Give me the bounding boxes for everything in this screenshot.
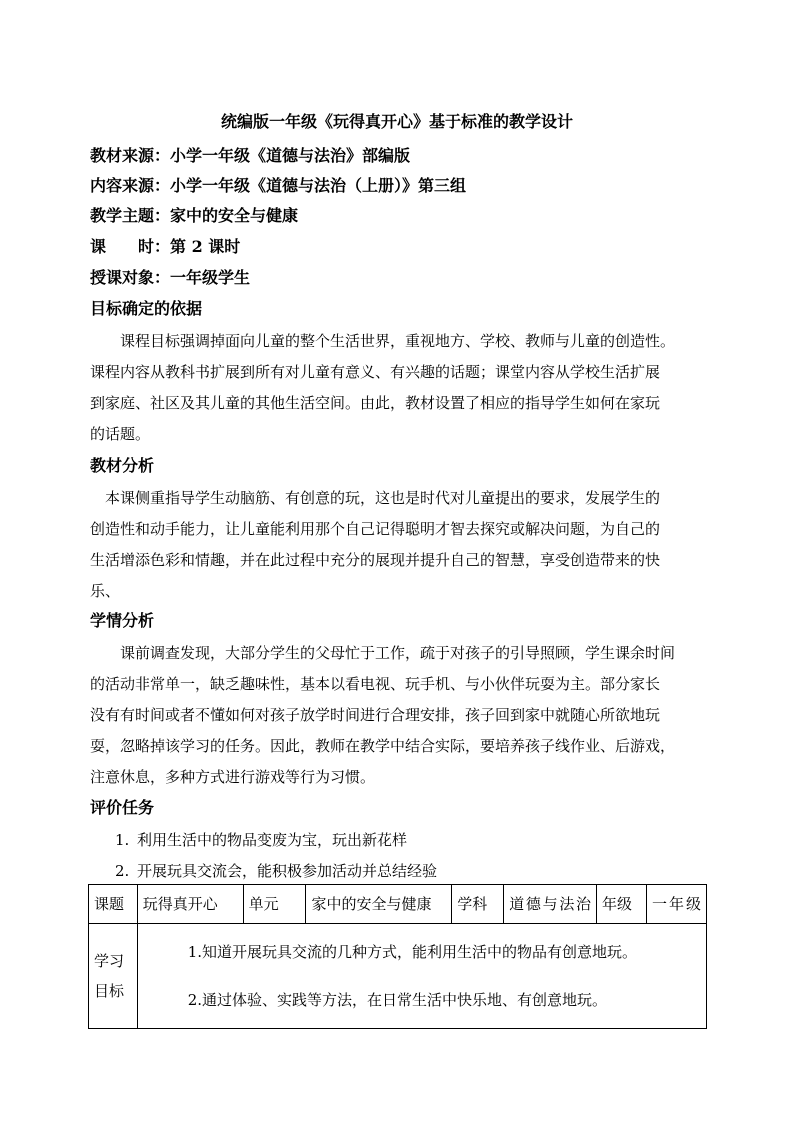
list-item-number: 2. (115, 862, 130, 880)
paragraph-line: 乐、 (90, 582, 121, 600)
paragraph-line: 课前调查发现，大部分学生的父母忙于工作，疏于对孩子的引导照顾，学生课余时间 (90, 644, 676, 662)
table-cell-discipline-label: 学科 (452, 885, 504, 924)
table-row (89, 924, 707, 1029)
meta-label: 课 时： (90, 237, 171, 256)
section-textbook-text (90, 483, 706, 607)
paragraph-line: 的话题。 (90, 425, 151, 443)
meta-source-content (90, 175, 466, 197)
section-heading-basis: 目标确定的依据 (90, 299, 203, 318)
paragraph-line: 注意休息，多种方式进行游戏等行为习惯。 (90, 768, 376, 786)
table-cell-grade-label: 年级 (597, 885, 647, 924)
paragraph-line: 本课侧重指导学生动脑筋、有创意的玩，这也是时代对儿童提出的要求，发展学生的 (90, 489, 661, 507)
paragraph-line: 创造性和动手能力，让儿童能利用那个自己记得聪明才智去探究或解决问题，为自己的 (90, 520, 661, 538)
section-heading-textbook: 教材分析 (90, 456, 155, 475)
table-cell-subject-value: 玩得真开心 (137, 885, 243, 924)
meta-value: 小学一年级《道德与法治（上册）》第三组 (170, 176, 467, 195)
meta-value: 家中的安全与健康 (170, 206, 299, 225)
objective-line: 2.通过体验、实践等方法，在日常生活中快乐地、有创意地玩。 (187, 991, 608, 1009)
meta-value: 一年级学生 (170, 268, 251, 287)
meta-periods (90, 236, 240, 258)
meta-label: 教学主题： (90, 206, 171, 225)
table-row (89, 885, 707, 924)
section-heading-learners: 学情分析 (90, 611, 155, 630)
table-cell-discipline-value: 道德与法治 (504, 885, 597, 924)
list-item (90, 825, 437, 856)
meta-label: 授课对象： (90, 268, 171, 287)
list-item-number: 1. (115, 831, 130, 849)
paragraph-line: 耍，忽略掉该学习的任务。因此，教师在教学中结合实际，要培养孩子线作业、后游戏， (90, 737, 676, 755)
lesson-info-table (88, 884, 707, 1029)
meta-source-textbook (90, 145, 410, 167)
meta-theme (90, 205, 298, 227)
paragraph-line: 课程目标强调掉面向儿童的整个生活世界，重视地方、学校、教师与儿童的创造性。 (90, 332, 676, 350)
section-heading-evaluation: 评价任务 (90, 798, 155, 817)
table-cell-unit-value: 家中的安全与健康 (306, 885, 452, 924)
list-item-text: 开展玩具交流会，能积极参加活动并总结经验 (137, 862, 438, 880)
evaluation-list (90, 825, 437, 887)
paragraph-line: 课程内容从教科书扩展到所有对儿童有意义、有兴趣的话题；课堂内容从学校生活扩展 (90, 363, 661, 381)
meta-audience (90, 267, 250, 289)
paragraph-line: 的活动非常单一，缺乏趣味性，基本以看电视、玩手机、与小伙伴玩耍为主。部分家长 (90, 675, 661, 693)
list-item-text: 利用生活中的物品变废为宝，玩出新花样 (137, 831, 408, 849)
paragraph-line: 到家庭、社区及其儿童的其他生活空间。由此，教材设置了相应的指导学生如何在家玩 (90, 394, 661, 412)
section-basis-text (90, 326, 706, 450)
paragraph-line: 没有有时间或者不懂如何对孩子放学时间进行合理安排，孩子回到家中就随心所欲地玩 (90, 706, 661, 724)
meta-value: 小学一年级《道德与法治》部编版 (170, 146, 411, 165)
meta-value: 第 2 课时 (170, 237, 241, 256)
section-learners-text (90, 638, 706, 793)
table-cell-subject-label: 课题 (89, 885, 138, 924)
meta-label: 教材来源： (90, 146, 171, 165)
meta-label: 内容来源： (90, 176, 171, 195)
objective-line: 1.知道开展玩具交流的几种方式，能利用生活中的物品有创意地玩。 (187, 943, 638, 961)
list-item (90, 856, 437, 887)
table-cell-grade-value: 一年级 (647, 885, 707, 924)
document-title: 统编版一年级《玩得真开心》基于标准的教学设计 (220, 112, 573, 131)
paragraph-line: 生活增添色彩和情趣，并在此过程中充分的展现并提升自己的智慧，享受创造带来的快 (90, 551, 661, 569)
table-cell-unit-label: 单元 (243, 885, 306, 924)
table-cell-objectives (137, 924, 706, 1029)
table-cell-objectives-label: 学习目标 (89, 924, 138, 1029)
